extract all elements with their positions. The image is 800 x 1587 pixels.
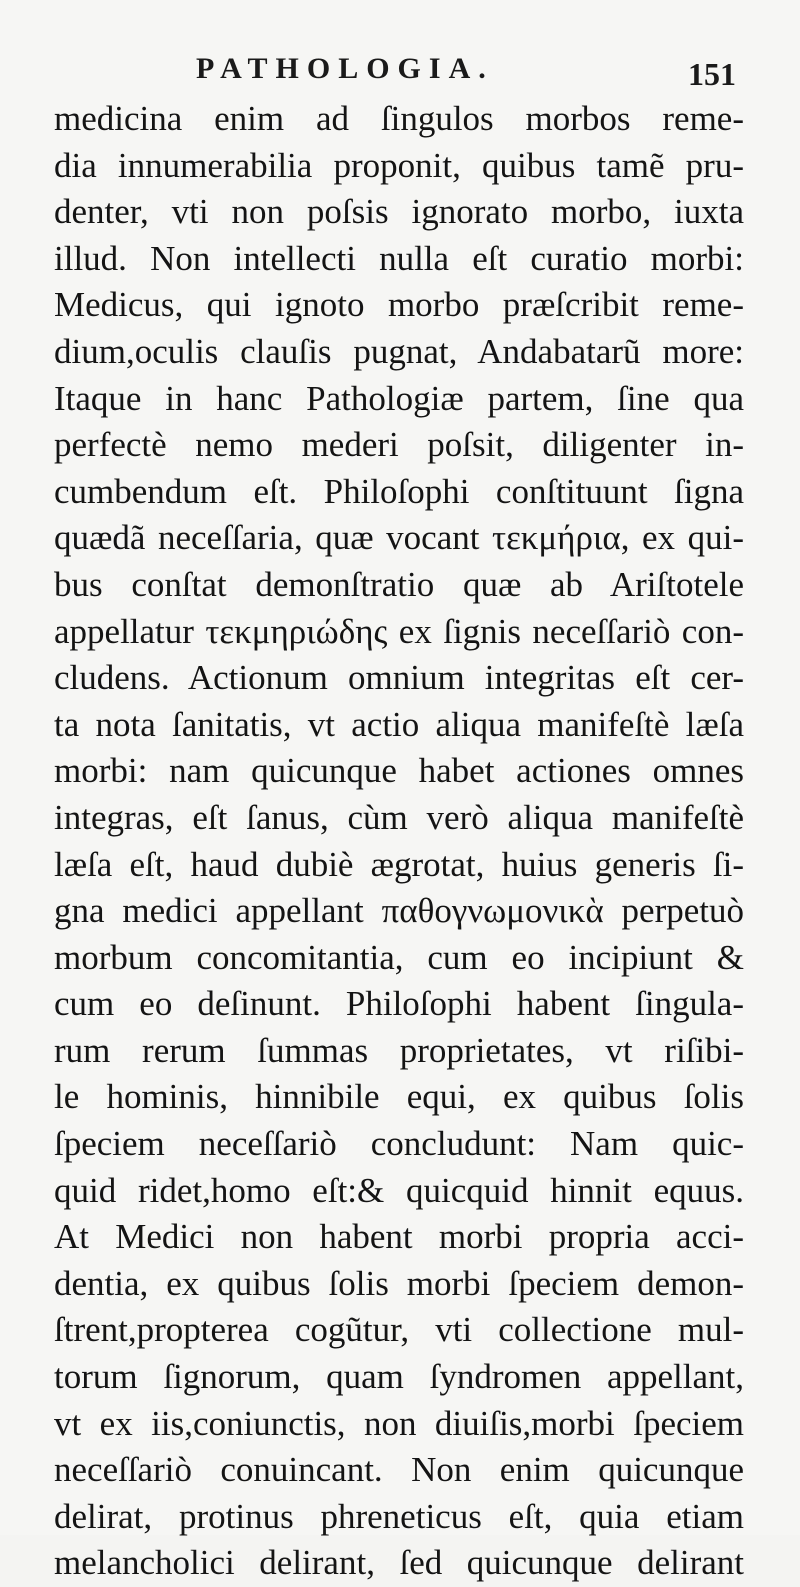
text-line: cumbendum eſt. Philoſophi conſtituunt ſigna xyxy=(54,471,744,511)
page-number: 151 xyxy=(688,56,736,92)
text-line: integras, eſt ſanus, cùm verò aliqua manifeſtè xyxy=(54,797,744,837)
text-line: bus conſtat demonſtratio quæ ab Ariſtotele xyxy=(54,564,744,604)
text-line: quædã neceſſaria, quæ vocant τεκμήρια, ex qui- xyxy=(54,518,744,558)
text-line: ſtrent,propterea cogũtur, vti collectione mul- xyxy=(54,1310,744,1350)
text-line: rum rerum ſummas proprietates, vt riſibi- xyxy=(54,1030,744,1070)
text-line: denter, vti non poſsis ignorato morbo, iuxta xyxy=(54,192,744,232)
text-line: cum eo deſinunt. Philoſophi habent ſingula- xyxy=(54,984,744,1024)
text-line: melancholici delirant, ſed quicunque delirant xyxy=(54,1543,744,1583)
text-line: delirat, protinus phreneticus eſt, quia etiam xyxy=(54,1496,744,1536)
text-line: neceſſariò conuincant. Non enim quicunque xyxy=(54,1450,744,1490)
text-line: cludens. Actionum omnium integritas eſt cer- xyxy=(54,658,744,698)
text-line: Medicus, qui ignoto morbo præſcribit reme- xyxy=(54,285,744,325)
text-line: medicina enim ad ſingulos morbos reme- xyxy=(54,99,744,138)
text-line: dia innumerabilia proponit, quibus tamẽ pru- xyxy=(54,145,744,185)
text-line: At Medici non habent morbi propria acci- xyxy=(54,1217,744,1257)
text-line: læſa eſt, haud dubiè ægrotat, huius generis ſi- xyxy=(54,844,744,884)
text-line: le hominis, hinnibile equi, ex quibus ſolis xyxy=(54,1077,744,1117)
text-line: perfectè nemo mederi poſsit, diligenter in- xyxy=(54,425,744,465)
running-head: PATHOLOGIA. xyxy=(196,52,494,85)
text-line: ta nota ſanitatis, vt actio aliqua manifeſtè læſa xyxy=(54,704,744,744)
text-line: morbum concomitantia, cum eo incipiunt & xyxy=(54,937,744,977)
text-line: Itaque in hanc Pathologiæ partem, ſine qua xyxy=(54,378,744,418)
text-line: morbi: nam quicunque habet actiones omnes xyxy=(54,751,744,791)
text-line: ſpeciem neceſſariò concludunt: Nam quic- xyxy=(54,1124,744,1164)
text-line: vt ex iis,coniunctis, non diuiſis,morbi ſpeciem xyxy=(54,1403,744,1443)
text-line: appellatur τεκμηριώδης ex ſignis neceſſariò con- xyxy=(54,611,744,651)
text-line: gna medici appellant παθογνωμονικὰ perpetuò xyxy=(54,891,744,931)
body-text xyxy=(54,96,744,1587)
text-line: torum ſignorum, quam ſyndromen appellant, xyxy=(54,1357,744,1397)
text-line: quid ridet,homo eſt:& quicquid hinnit equus. xyxy=(54,1170,744,1210)
text-line: dentia, ex quibus ſolis morbi ſpeciem demon- xyxy=(54,1263,744,1303)
text-line: illud. Non intellecti nulla eſt curatio morbi: xyxy=(54,238,744,278)
text-line: dium,oculis clauſis pugnat, Andabatarũ more: xyxy=(54,331,744,371)
